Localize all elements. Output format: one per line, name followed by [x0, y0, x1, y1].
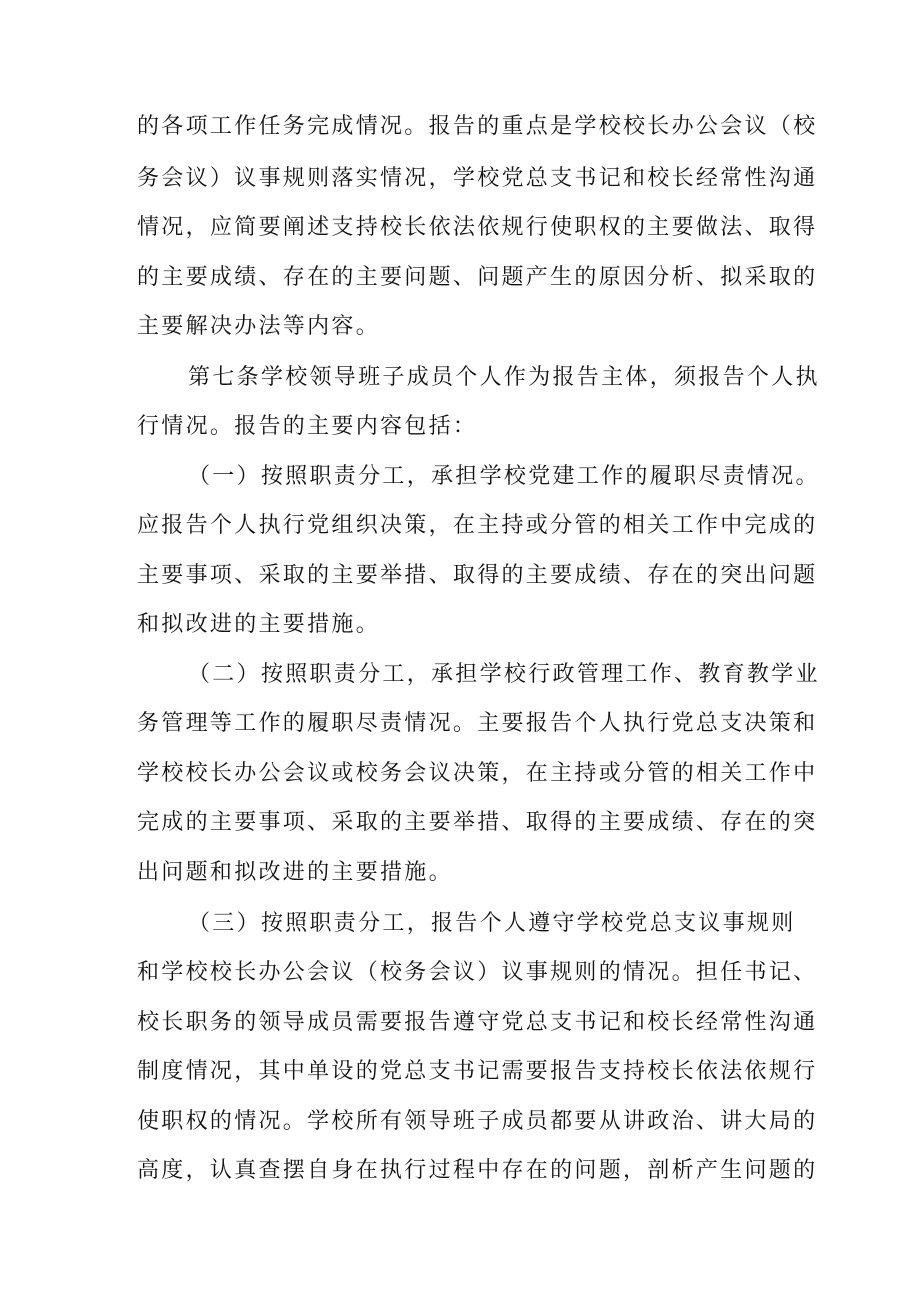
text-line: 的主要成绩、存在的主要问题、问题产生的原因分析、拟采取的 [137, 265, 818, 290]
text-line: 第七条学校领导班子成员个人作为报告主体，须报告个人执 [188, 365, 820, 390]
text-line: 主要事项、采取的主要举措、取得的主要成绩、存在的突出问题 [137, 563, 818, 588]
text-line: 行情况。报告的主要内容包括： [137, 414, 478, 439]
text-line: 务管理等工作的履职尽责情况。主要报告个人执行党总支决策和 [137, 711, 818, 736]
text-line: 制度情况，其中单设的党总支书记需要报告支持校长依法依规行 [137, 1059, 818, 1084]
text-line: 的各项工作任务完成情况。报告的重点是学校校长办公会议（校 [137, 114, 818, 139]
text-line: 情况，应简要阐述支持校长依法依规行使职权的主要做法、取得 [137, 215, 818, 240]
text-line: （三）按照职责分工，报告个人遵守学校党总支议事规则 [188, 911, 796, 936]
text-line: 完成的主要事项、采取的主要举措、取得的主要成绩、存在的突 [137, 810, 818, 835]
text-line: 高度，认真查摆自身在执行过程中存在的问题，剖析产生问题的 [137, 1158, 818, 1183]
text-line: 使职权的情况。学校所有领导班子成员都要从讲政治、讲大局的 [137, 1109, 818, 1134]
text-line: 应报告个人执行党组织决策，在主持或分管的相关工作中完成的 [137, 513, 818, 538]
text-line: （二）按照职责分工，承担学校行政管理工作、教育教学业 [188, 662, 820, 687]
text-line: 学校校长办公会议或校务会议决策，在主持或分管的相关工作中 [137, 761, 818, 786]
text-line: （一）按照职责分工，承担学校党建工作的履职尽责情况。 [188, 464, 820, 489]
text-line: 主要解决办法等内容。 [137, 314, 381, 339]
text-line: 和学校校长办公会议（校务会议）议事规则的情况。担任书记、 [137, 960, 818, 985]
text-line: 出问题和拟改进的主要措施。 [137, 860, 453, 885]
text-line: 务会议）议事规则落实情况，学校党总支书记和校长经常性沟通 [137, 166, 818, 191]
text-line: 校长职务的领导成员需要报告遵守党总支书记和校长经常性沟通 [137, 1010, 818, 1035]
text-line: 和拟改进的主要措施。 [137, 612, 381, 637]
